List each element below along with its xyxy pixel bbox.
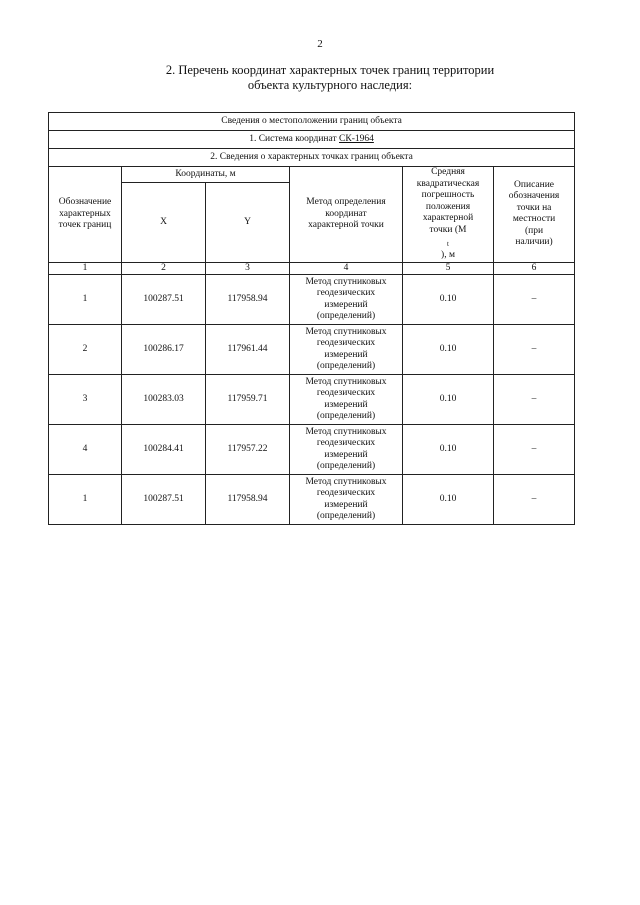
coordinate-system-value: СК-1964 — [339, 133, 374, 144]
table-row — [49, 325, 575, 375]
method-cell: Метод спутниковых геодезических измерений (определений) — [290, 475, 403, 525]
header-x: X — [122, 182, 206, 262]
table-row — [49, 425, 575, 475]
x-cell: 100283.03 — [122, 375, 206, 425]
method-cell: Метод спутниковых геодезических измерений (определений) — [290, 425, 403, 475]
coordinate-system-label: 1. Система координат — [249, 133, 340, 144]
point-cell: 1 — [49, 275, 122, 325]
description-cell: – — [494, 375, 575, 425]
document-title — [120, 63, 540, 93]
page-number: 2 — [317, 38, 323, 50]
header-error-last-line: точки (M $_t$ ), м — [429, 224, 467, 261]
header-y: Y — [206, 182, 290, 262]
point-cell: 4 — [49, 425, 122, 475]
table-row — [49, 275, 575, 325]
column-number: 1 — [49, 262, 122, 275]
method-cell: Метод спутниковых геодезических измерений (определений) — [290, 325, 403, 375]
document-title-line-1: 2. Перечень координат характерных точек границ территории — [165, 63, 495, 77]
y-cell: 117958.94 — [206, 475, 290, 525]
points-header: 2. Сведения о характерных точках границ объекта — [49, 149, 575, 167]
table-row — [49, 475, 575, 525]
x-cell: 100287.51 — [122, 275, 206, 325]
description-cell: – — [494, 275, 575, 325]
coordinate-system-row — [49, 131, 575, 149]
description-cell: – — [494, 325, 575, 375]
x-cell: 100287.51 — [122, 475, 206, 525]
error-cell: 0.10 — [403, 325, 494, 375]
point-cell: 2 — [49, 325, 122, 375]
method-cell: Метод спутниковых геодезических измерений (определений) — [290, 275, 403, 325]
section-header: Сведения о местоположении границ объекта — [49, 113, 575, 131]
description-cell: – — [494, 475, 575, 525]
description-cell: – — [494, 425, 575, 475]
header-description: Описание обозначения точки на местности (при наличии) — [494, 167, 575, 263]
coordinates-table — [48, 112, 575, 525]
y-cell: 117958.94 — [206, 275, 290, 325]
point-cell: 1 — [49, 475, 122, 525]
header-error: Средняя квадратическая погрешность положения характерной точки (M $_t$ ), м — [403, 167, 494, 263]
x-cell: 100286.17 — [122, 325, 206, 375]
table-row — [49, 375, 575, 425]
x-cell: 100284.41 — [122, 425, 206, 475]
header-designation: Обозначение характерных точек границ — [49, 167, 122, 263]
error-cell: 0.10 — [403, 475, 494, 525]
column-number: 6 — [494, 262, 575, 275]
header-method: Метод определения координат характерной точки — [290, 167, 403, 263]
point-cell: 3 — [49, 375, 122, 425]
y-cell: 117961.44 — [206, 325, 290, 375]
document-title-line-2: объекта культурного наследия: — [247, 78, 413, 92]
method-cell: Метод спутниковых геодезических измерений (определений) — [290, 375, 403, 425]
y-cell: 117957.22 — [206, 425, 290, 475]
column-number: 3 — [206, 262, 290, 275]
error-cell: 0.10 — [403, 275, 494, 325]
column-number: 2 — [122, 262, 206, 275]
error-cell: 0.10 — [403, 375, 494, 425]
header-coordinates: Координаты, м — [122, 167, 290, 183]
column-number: 5 — [403, 262, 494, 275]
error-cell: 0.10 — [403, 425, 494, 475]
y-cell: 117959.71 — [206, 375, 290, 425]
column-number: 4 — [290, 262, 403, 275]
